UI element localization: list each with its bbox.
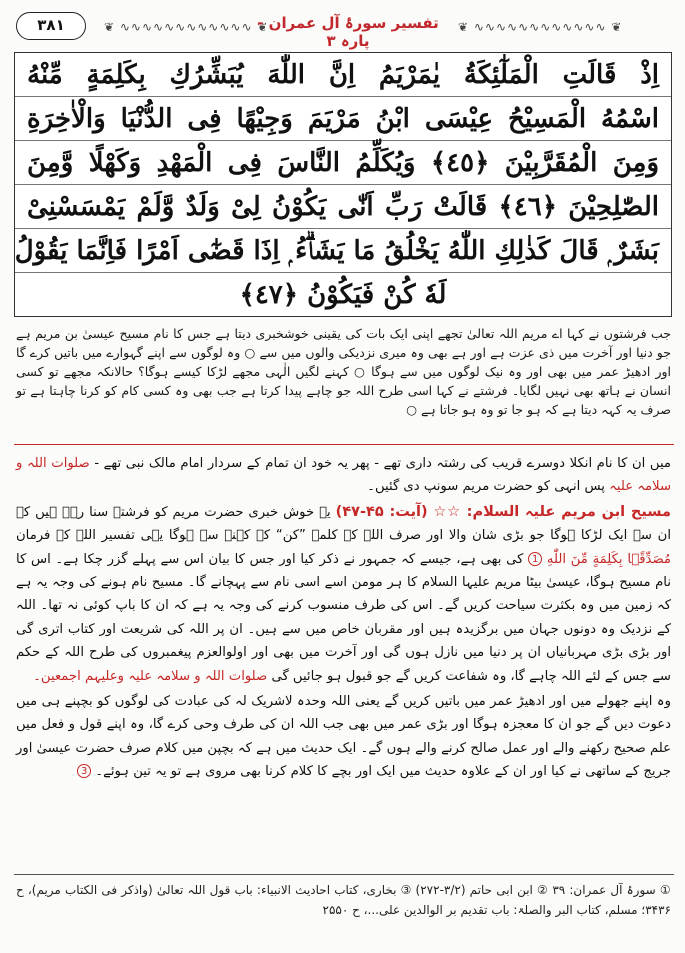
quran-quote: مُصَدِّقًۢا بِكَلِمَةٍ مِّنَ اللّٰهِ (546, 551, 671, 567)
section-heading: مسیح ابن مریم علیہ السلام: ☆☆ (آیت: ۴۵-۴۷) (335, 503, 671, 520)
commentary-paragraph: میں ان کا نام انکلا دوسرے قریب کی رشتہ داری تھے - پھر یہ خود ان تمام کے سردار امام مالک نبی تھے - صلوات اللہ و سلامہ علیہ پس انہی کو حضرت مریم سونپ دی گئیں۔ (16, 456, 671, 495)
commentary-paragraph: وہ اپنے جھولے میں اور ادھیڑ عمر میں باتیں کریں گے یعنی اللہ وحدہ لاشریک لہ کی عبادت کی لوگوں کو بچپنے ہی میں دعوت دیں گے جو ان کا معجزہ ہوگا اور بڑی عمر میں بھی جب اللہ ان کی طرف وحی کرے گا، وہ اپنے قول و فعل میں علم صحیح رکھنے والے اور عمل صالح کرنے والے ہوں گے۔ ایک حدیث میں ہے کہ بچپن میں کلام صرف حضرت عیسیٰ اور جریج کے ساتھی نے کیا اور ان کے علاوہ حدیث میں ایک اور بچے کا کلام کرنا بھی مروی ہے تو یہ تین ہوئے۔ 3 (16, 694, 671, 780)
footnotes: ① سورۂ آل عمران: ۳۹ ② ابن ابی حاتم (۳/۲-۲۷۲) ③ بخاری، کتاب احادیث الانبیاء: باب قول اللہ تعالیٰ (واذکر فی الکتاب مریم)، ح ۳۴۳۶؛ مسلم، کتاب البر والصلۃ: باب تقدیم بر الوالدین علی...، ح ۲۵۵۰ (16, 883, 671, 917)
ayah-line: الصّٰلِحِيْنَ ﴿٤٦﴾ قَالَتْ رَبِّ اَنّٰى يَكُوْنُ لِىْ وَلَدٌ وَّلَمْ يَمْسَسْنِىْ (15, 185, 671, 229)
ayah-line: بَشَرٌ ۭ قَالَ كَذٰلِكِ اللّٰهُ يَخْلُقُ مَا يَشَاۗءُ ۭ اِذَا قَضٰٓى اَمْرًا فَاِنَّمَا يَقُوْلُ (15, 229, 671, 273)
ayah-line: وَمِنَ الْمُقَرَّبِيْنَ ﴿٤٥﴾ وَيُكَلِّمُ النَّاسَ فِى الْمَهْدِ وَكَهْلًا وَّمِنَ (15, 141, 671, 185)
quran-verse-box (14, 52, 672, 317)
page-number: ۳۸۱ (16, 12, 86, 40)
header-ornament-right: ❦ ∿∿∿∿∿∿∿∿∿∿∿∿ ❦ (458, 20, 623, 34)
footnote-marker: 3 (77, 764, 91, 778)
section-divider (14, 444, 674, 445)
commentary-paragraph: مسیح ابن مریم علیہ السلام: ☆☆ (آیت: ۴۵-۴۷) یہ خوش خبری حضرت مریم کو فرشتے سنا رہے ہیں کہ ان سے ایک لڑکا ہوگا جو بڑی شان والا اور صرف اللہ کے کلمہ ”کن“ کے کہنے سے ہوگا یہی تفسیر اللہ کے فرمان مُصَدِّقًۢا بِكَلِمَةٍ مِّنَ اللّٰهِ 1 کی بھی ہے، جیسے کہ جمہور نے ذکر کیا اور جس کا بیان اس سے پہلے گزر چکا ہے۔ اس کا نام مسیح ہوگا، عیسیٰ بیٹا مریم علیہا السلام کا ہر مومن اسے اسی نام سے پہچانے گا۔ مسیح نام ہونے کی وجہ یہ ہے کہ زمین میں وہ بکثرت سیاحت کریں گے۔ اس کی طرف منسوب کرنے کی وجہ یہ ہے کہ ان کا باپ کوئی نہ تھا۔ اللہ کے نزدیک وہ دونوں جہان میں برگزیدہ ہیں اور مقربان خاص میں سے ہیں۔ ان پر اللہ کی شریعت اور کتاب اتری گی اور بڑی بڑی مہربانیاں ان پر دنیا میں نازل ہوں گی اور آخرت میں بھی اور اولوالعزم پیغمبروں کی طرح اللہ کے حکم سے جس کے لئے اللہ چاہے گا، وہ شفاعت کریں گے جو قبول ہو جائیں گی صلوات اللہ و سلامہ علیہ وعلیہم اجمعین۔ (16, 503, 671, 684)
commentary-body (16, 452, 671, 862)
footnote-marker: 1 (528, 552, 542, 566)
ayah-line: اسْمُهُ الْمَسِيْحُ عِيْسَى ابْنُ مَرْيَمَ وَجِيْهًا فِى الدُّنْيَا وَالْاٰخِرَةِ (15, 97, 671, 141)
footnote-divider (14, 874, 674, 875)
ayah-line: اِذْ قَالَتِ الْمَلٰٓئِكَةُ يٰمَرْيَمُ اِنَّ اللّٰهَ يُبَشِّرُكِ بِكَلِمَةٍ مِّنْهُ (15, 53, 671, 97)
verse-translation: جب فرشتوں نے کہا اے مریم اللہ تعالیٰ تجھے اپنی ایک بات کی یقینی خوشخبری دیتا ہے جس کا نام مسیح عیسیٰ بن مریم ہے جو دنیا اور آخرت میں ذی عزت ہے اور ہے بھی وہ میری نزدیکی والوں میں سے ○ وہ لوگوں سے اپنے گہوارے میں باتیں کرے گا اور ادھیڑ عمر میں بھی اور وہ نیک لوگوں میں سے ہوگا ○ کہنے لگیں الٰہی مجھے لڑکا کیسے ہوگا؟ حالانکہ مجھے تو کسی انسان نے ہاتھ بھی نہیں لگایا۔ فرشتے نے کہا اسی طرح اللہ جو چاہے پیدا کرتا ہے جب بھی وہ کسی کام کو کرنا چاہتا ہے تو صرف یہ کہہ دیتا ہے کہ ہو جا تو وہ ہو جاتا ہے ○ (16, 326, 671, 417)
ayah-line: لَهٗ كُنْ فَيَكُوْنُ ﴿٤٧﴾ (239, 280, 447, 310)
header-ornament-left: ❦ ∿∿∿∿∿∿∿∿∿∿∿∿ ❦ (104, 20, 269, 34)
page-header (8, 6, 677, 50)
header-title: تفسیر سورۂ آل عمران - پارہ ۳ (257, 14, 439, 50)
